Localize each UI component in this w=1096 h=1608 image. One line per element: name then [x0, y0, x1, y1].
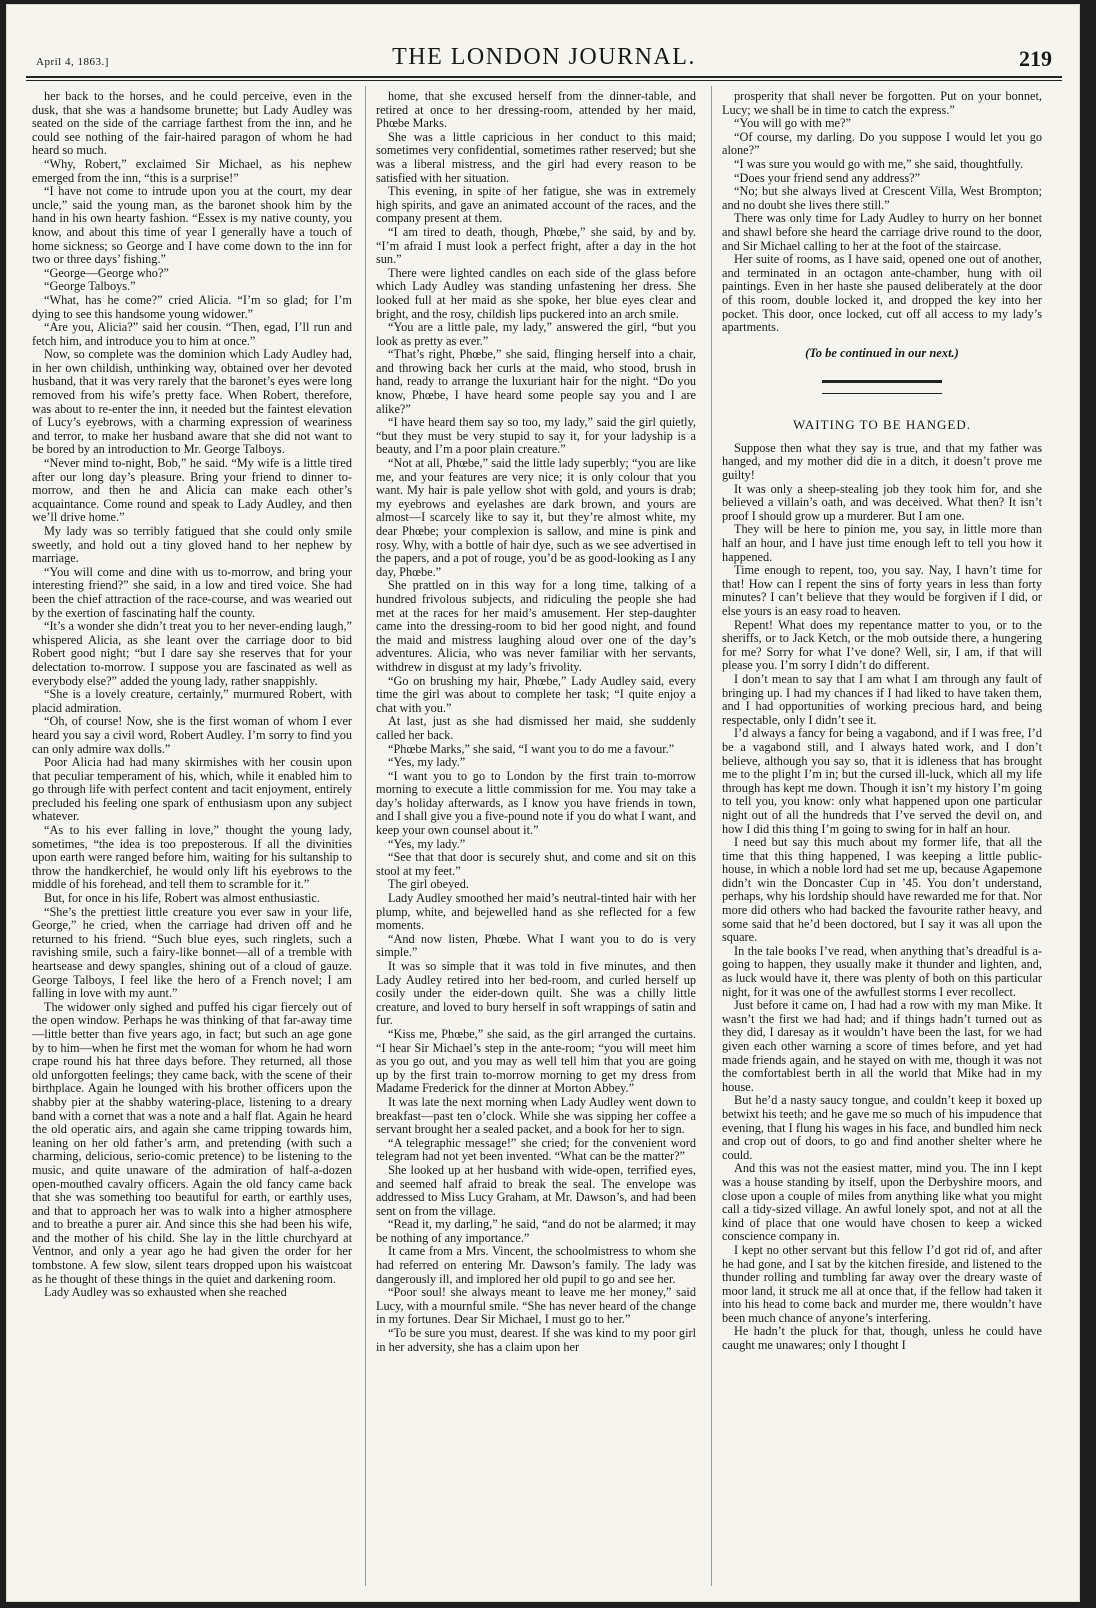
paragraph: “Are you, Alicia?” said her cousin. “Then, egad, I’ll run and fetch him, and introduce you to him at once.”: [32, 320, 352, 348]
article-title: WAITING TO BE HANGED.: [793, 417, 971, 433]
paragraph: “Poor soul! she always meant to leave me her money,” said Lucy, with a mournful smile. “She has never heard of the change in my fortunes. Dear Sir Michael, I must go to her.”: [376, 1285, 696, 1327]
paragraph: Repent! What does my repentance matter to you, or to the sheriffs, or to Jack Ketch, or the mob outside there, a hungering for me? Sorry for what I’ve done? Well, sir, I am, if that will please you. I’m sorry I didn’t do different.: [722, 617, 1042, 673]
paragraph: “She’s the prettiest little creature you ever saw in your life, George,” he cried, when the carriage had driven off and he returned to his friend. “Such blue eyes, such ringlets, such a ravishing smile, such a fairy-like bonnet—all of a tremble with heartsease and dewy spangles, shining out of a cloud of gauze. George Talboys, I feel like the hero of a French novel; I am falling in love with my aunt.”: [32, 904, 352, 1001]
paragraph: “Oh, of course! Now, she is the first woman of whom I ever heard you say a civil word, Robert Audley. I’m sorry to find you can only admire wax dolls.”: [32, 714, 352, 756]
column-3: [722, 90, 1042, 1353]
paragraph: The girl obeyed.: [388, 877, 469, 892]
journal-title: THE LONDON JOURNAL.: [392, 44, 696, 70]
paragraph: “And now listen, Phœbe. What I want you to do is very simple.”: [376, 931, 696, 960]
paragraph: “Does your friend send any address?”: [734, 170, 921, 185]
column-divider: [365, 86, 366, 1586]
paragraph: home, that she excused herself from the dinner-table, and retired at once to her dressing-room, attended by her maid, Phœbe Marks.: [376, 89, 696, 131]
paragraph: “I am tired to death, though, Phœbe,” she said, by and by. “I’m afraid I must look a perfect fright, after a day in the hot sun.”: [376, 224, 696, 267]
paragraph: Just before it came on, I had had a row with my man Mike. It wasn’t the first we had had; and if things hadn’t turned out as they did, I daresay as it wouldn’t have been the last, for we had given each other warning a score of times before, and yet had made friends again, and he stayed on with me, though it was not the comfortablest berth in all the world that Mike had in my house.: [722, 998, 1042, 1094]
paragraph: “To be sure you must, dearest. If she was kind to my poor girl in her adversity, she has a claim upon her: [376, 1326, 696, 1354]
paragraph: “She is a lovely creature, certainly,” murmured Robert, with placid admiration.: [32, 687, 352, 715]
paragraph: “What, has he come?” cried Alicia. “I’m so glad; for I’m dying to see this handsome young widower.”: [32, 292, 352, 321]
newspaper-page: [6, 4, 1080, 1602]
paragraph: I’d always a fancy for being a vagabond, and if I was free, I’d be a vagabond still, and I always hated work, and I don’t believe, although you say so, that it is idleness that has brought me to the plight I’m in; but the cursed ill-luck, which all my life through has kept me down. Though it isn’t my history I’m going to tell you, you know: only what happened upon one particular night out of all the hundreds that I’ve served the devil on, and how I did this thing I’m going to swing for in half an hour.: [722, 726, 1042, 836]
paragraph: “Not at all, Phœbe,” said the little lady superbly; “you are like me, and your features are very nice; it is only colour that you want. My hair is pale yellow shot with gold, and yours is drab; my eyebrows and eyelashes are dark brown, and yours are almost—I scarcely like to say it, but they’re almost white, my dear Phœbe; your complexion is sallow, and mine is pink and rosy. Why, with a bottle of hair dye, such as we see advertised in the papers, and a pot of rouge, you’d be as good-looking as I any day, Phœbe.”: [376, 456, 696, 579]
paragraph: “You will go with me?”: [734, 116, 851, 131]
paragraph: “See that that door is securely shut, and come and sit on this stool at my feet.”: [376, 850, 696, 878]
page-number: 219: [1019, 46, 1052, 71]
paragraph: “I have heard them say so too, my lady,” said the girl quietly, “but they must be very stupid to say it, for your ladyship is a beauty, and I’m a poor plain creature.”: [376, 415, 696, 457]
paragraph: “I want you to go to London by the first train to-morrow morning to execute a little commission for me. You may take a day’s holiday afterwards, as I know you have friends in town, and I shall give you a five-pound note if you do what I want, and keep your own counsel about it.”: [376, 768, 696, 838]
paragraph: “I was sure you would go with me,” she said, thoughtfully.: [734, 156, 1024, 171]
paragraph: It came from a Mrs. Vincent, the schoolmistress to whom she had referred on entering Mr. Dawson’s family. The lady was dangerously ill, and implored her old pupil to go and see her.: [376, 1244, 696, 1286]
paragraph: “As to his ever falling in love,” thought the young lady, sometimes, “the idea is too preposterous. If all the divinities upon earth were ranged before him, waiting for his sultanship to throw the handkerchief, he would only lift his eyebrows to the middle of his forehead, and tell them to scramble for it.”: [32, 823, 352, 892]
column-divider: [711, 86, 712, 1586]
paragraph: Her suite of rooms, as I have said, opened one out of another, and terminated in an octagon ante-chamber, hung with oil paintings. Even in her haste she paused deliberately at the door of this room, double locked it, and dropped the key into her pocket. This door, once locked, cut off all access to my lady’s apartments.: [722, 252, 1042, 335]
paragraph: “Go on brushing my hair, Phœbe,” Lady Audley said, every time the girl was about to complete her task; “I quite enjoy a chat with you.”: [376, 673, 696, 715]
paragraph: And this was not the easiest matter, mind you. The inn I kept was a house standing by itself, upon the Derbyshire moors, and close upon a couple of miles from anything like what you might call a tidy-sized village. An awful lonely spot, and not at all the kind of place that one would have chosen to keep a wicked conscience company in.: [722, 1161, 1042, 1244]
paragraph: “You are a little pale, my lady,” answered the girl, “but you look as pretty as ever.”: [376, 320, 696, 348]
paragraph: Suppose then what they say is true, and that my father was hanged, and my mother did die in a ditch, it doesn’t prove me guilty!: [722, 440, 1042, 483]
paragraph: “Phœbe Marks,” she said, “I want you to do me a favour.”: [388, 741, 675, 756]
header-rule-thick: [26, 76, 1062, 78]
paragraph: “Why, Robert,” exclaimed Sir Michael, as his nephew emerged from the inn, “this is a surprise!”: [32, 156, 352, 185]
column-2: [376, 90, 696, 1354]
paragraph: “Read it, my darling,” he said, “and do not be alarmed; it may be nothing of any importance.”: [376, 1217, 696, 1245]
paragraph: My lady was so terribly fatigued that she could only smile sweetly, and hold out a tiny gloved hand to her nephew by marriage.: [32, 524, 352, 566]
page-header: [26, 42, 1062, 72]
paragraph: But he’d a nasty saucy tongue, and couldn’t keep it boxed up betwixt his teeth; and he gave me so much of his impudence that evening, that I flung his wages in his face, and bundled him neck and crop out of doors, to go and find another shelter where he could.: [722, 1093, 1042, 1162]
paragraph: The widower only sighed and puffed his cigar fiercely out of the open window. Perhaps he was thinking of that far-away time—little better than five years ago, in fact; but such an age gone by to him—when he first met the woman for whom he had worn crape round his hat three days before. They returned, all those old unforgotten feelings; they came back, with the scene of their birthplace. Again he lounged with his brother officers upon the shabby pier at the shabby watering-place, listening to a dreary band with a cornet that was a note and a half flat. Again he heard the old operatic airs, and again she came tripping towards him, leaning on her old father’s arm, and pretending (with such a charming, delicious, serio-comic pretence) to be listening to the music, and quite unaware of the admiration of half-a-dozen open-mouthed cavalry officers. Again the old fancy came back that she was something too beautiful for earth, or earthly uses, and that to approach her was to walk into a higher atmosphere and to breathe a purer air. And since this she had been his wife, and the mother of his child. She lay in the little churchyard at Ventnor, and only a year ago he had given the order for her tombstone. A few slow, silent tears dropped upon his waistcoat as he thought of these things in the quiet and darkening room.: [32, 999, 352, 1286]
paragraph: I need but say this much about my former life, that all the time that this thing happened, I was keeping a little public-house, in which a noble lord had set me up, because Agapemone didn’t win the Doncaster Cup in ’45. You don’t understand, perhaps, why his lordship should have rewarded me for that. Nor more did others who had backed the favourite rather heavy, and some said that he’d been doctored, but I say it was all upon the square.: [722, 835, 1042, 945]
paragraph: This evening, in spite of her fatigue, she was in extremely high spirits, and gave an animated account of the races, and the company present at them.: [376, 184, 696, 226]
paragraph: She looked up at her husband with wide-open, terrified eyes, and seemed half afraid to break the seal. The envelope was addressed to Miss Lucy Graham, at Mr. Dawson’s, and had been sent on from the village.: [376, 1162, 696, 1218]
paragraph: They will be here to pinion me, you say, in little more than half an hour, and I have just time enough left to tell you how it happened.: [722, 522, 1042, 564]
paragraph: Lady Audley was so exhausted when she reached: [44, 1285, 287, 1300]
paragraph: There was only time for Lady Audley to hurry on her bonnet and shawl before she heard the carriage drive round to the door, and Sir Michael calling to her at the foot of the staircase.: [722, 211, 1042, 253]
paragraph: “No; but she always lived at Crescent Villa, West Brompton; and no doubt she lives there still.”: [722, 184, 1042, 212]
paragraph: At last, just as she had dismissed her maid, she suddenly called her back.: [376, 714, 696, 742]
paragraph: “Of course, my darling. Do you suppose I would let you go alone?”: [722, 129, 1042, 158]
paragraph: “It’s a wonder she didn’t treat you to her never-ending laugh,” whispered Alicia, as she leant over the carriage door to bid Robert good night; “but I dare say she reserves that for your delectation to-morrow. I suppose you are fascinated as well as everybody else?” added the young lady, rather snappishly.: [32, 619, 352, 688]
paragraph: It was late the next morning when Lady Audley went down to breakfast—past ten o’clock. While she was sipping her coffee a servant brought her a sealed packet, and a book for her to sign.: [376, 1094, 696, 1137]
paragraph: Lady Audley smoothed her maid’s neutral-tinted hair with her plump, white, and bejewelled hand as she reflected for a few moments.: [376, 891, 696, 933]
paragraph: “A telegraphic message!” she cried; for the convenient word telegram had not yet been invented. “What can be the matter?”: [376, 1135, 696, 1164]
paragraph: prosperity that shall never be forgotten. Put on your bonnet, Lucy; we shall be in time to catch the express.”: [722, 89, 1042, 117]
paragraph: Poor Alicia had had many skirmishes with her cousin upon that peculiar temperament of his, which, while it enabled him to go through life with perfect content and tacit enjoyment, entirely precluded his feeling one spark of enthusiasm upon any subject whatever.: [32, 755, 352, 824]
paragraph: “George Talboys.”: [44, 279, 136, 294]
issue-date: April 4, 1863.]: [36, 56, 109, 68]
paragraph: He hadn’t the pluck for that, though, unless he could have caught me unawares; only I thought I: [722, 1324, 1042, 1353]
paragraph: “You will come and dine with us to-morrow, and bring your interesting friend?” she said, in a low and tired voice. She had been the chief attraction of the race-course, and was wearied out by the exertion of fascinating half the county.: [32, 564, 352, 620]
paragraph: She was a little capricious in her conduct to this maid; sometimes very confidential, sometimes rather reserved; but she was a liberal mistress, and the girl had every reason to be satisfied with her situation.: [376, 129, 696, 185]
column-1: [32, 90, 352, 1300]
paragraph: her back to the horses, and he could perceive, even in the dusk, that she was a handsome brunette; but Lady Audley was seated on the side of the carriage farthest from the inn, and he could see nothing of the fair-haired paragon of whom he had heard so much.: [32, 89, 352, 158]
paragraph: Now, so complete was the dominion which Lady Audley had, in her own childish, unthinking way, obtained over her devoted husband, that it was very rarely that the baronet’s eyes were long removed from his wife’s pretty face. When Robert, therefore, was about to re-enter the inn, it needed but the faintest elevation of Lucy’s eyebrows, with a charming expression of weariness and terror, to make her husband aware that she did not want to be bored by an introduction to Mr. George Talboys.: [32, 347, 352, 457]
header-rule-thin: [26, 80, 1062, 81]
paragraph: But, for once in his life, Robert was almost enthusiastic.: [44, 891, 320, 906]
paragraph: I kept no other servant but this fellow I’d got rid of, and after he had gone, and I sat by the kitchen fireside, and listened to the thunder rolling and tumbling far away over the dreary waste of moor land, it struck me all at once that, if the fellow had taken it into his head to come back and murder me, there wouldn’t have been much chance of anyone’s interfering.: [722, 1242, 1042, 1325]
paragraph: “Kiss me, Phœbe,” she said, as the girl arranged the curtains. “I hear Sir Michael’s step in the ante-room; “you will meet him as you go out, and you may as well tell him that you are going up by the first train to-morrow morning to get my dress from Madame Frederick for the dinner at Morton Abbey.”: [376, 1026, 696, 1096]
paragraph: “Yes, my lady.”: [388, 755, 466, 770]
paragraph: Time enough to repent, too, you say. Nay, I havn’t time for that! How can I repent the sins of forty years in less than forty minutes? I can’t believe that they would be forgiven if I did, or else yours is an easy road to heaven.: [722, 563, 1042, 618]
paragraph: “Yes, my lady.”: [388, 836, 466, 851]
paragraph: I don’t mean to say that I am what I am through any fault of bringing up. I had my chances if I had liked to have taken them, and I had opportunities of working precious hard, and being respectable, only I didn’t see it.: [722, 671, 1042, 727]
paragraph: “That’s right, Phœbe,” she said, flinging herself into a chair, and throwing back her curls at the maid, who stood, brush in hand, ready to arrange the luxuriant hair for the night. “Do you know, Phœbe, I have heard some people say you and I are alike?”: [376, 347, 696, 416]
paragraph: She prattled on in this way for a long time, talking of a hundred frivolous subjects, and ridiculing the people she had met at the races for her maid’s amusement. Her step-daughter came into the dressing-room to bid her good night, and found the maid and mistress laughing aloud over one of the day’s adventures. Alicia, who was never familiar with her servants, withdrew in disgust at my lady’s frivolity.: [376, 578, 696, 674]
section-separator: [822, 380, 942, 383]
paragraph: There were lighted candles on each side of the glass before which Lady Audley was standing unfastening her dress. She looked full at her maid as she spoke, her blue eyes clear and bright, and the rosy, childish lips puckered into an arch smile.: [376, 265, 696, 321]
to-be-continued: (To be continued in our next.): [805, 345, 959, 360]
paragraph: It was only a sheep-stealing job they took him for, and she believed a villain’s oath, and was deceived. What then? It isn’t proof I should grow up a murderer. But I am one.: [722, 481, 1042, 523]
section-separator-thin: [822, 393, 942, 394]
paragraph: “George—George who?”: [44, 265, 169, 280]
paragraph: “Never mind to-night, Bob,” he said. “My wife is a little tired after our long day’s pleasure. Bring your friend to dinner to-morrow, and then he and Alicia can make each other’s acquaintance. Come round and speak to Lady Audley, and then we’ll drive home.”: [32, 456, 352, 525]
paragraph: “I have not come to intrude upon you at the court, my dear uncle,” said the young man, as the baronet shook him by the hand in his own hearty fashion. “Essex is my native county, you know, and about this time of year I generally have a touch of home sickness; so George and I have come down to the inn for two or three days’ fishing.”: [32, 184, 352, 267]
paragraph: It was so simple that it was told in five minutes, and then Lady Audley retired into her bed-room, and curled herself up cosily under the eider-down quilt. She was a chilly little creature, and loved to bury herself in soft wrappings of satin and fur.: [376, 959, 696, 1028]
paragraph: In the tale books I’ve read, when anything that’s dreadful is a-going to happen, they usually make it thunder and lighten, and, as luck would have it, there was plenty of both on this particular night, for it was one of the awfullest storms I ever recollect.: [722, 943, 1042, 999]
